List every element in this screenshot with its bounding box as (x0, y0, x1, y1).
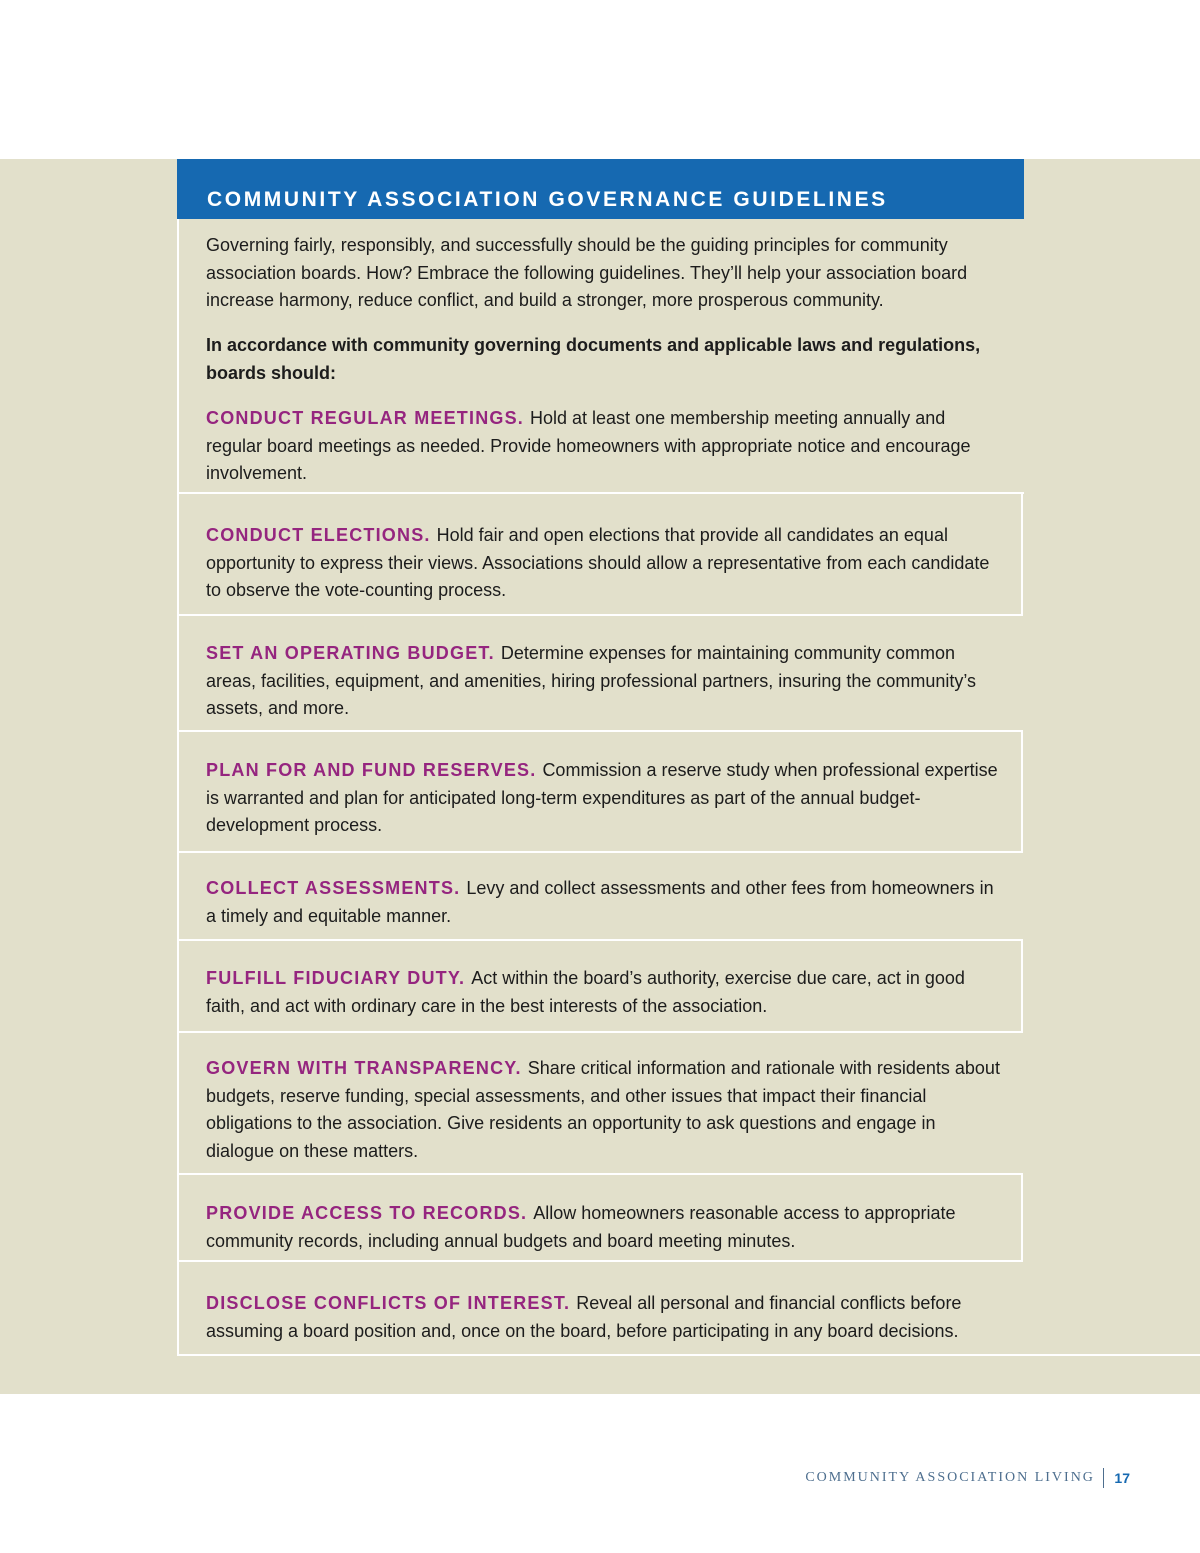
frame-divider-4 (177, 851, 1023, 853)
frame-divider-6 (177, 1031, 1023, 1033)
guideline-body: Levy and collect assessments and other fees from homeowners in a timely and equitable manner. (206, 878, 994, 926)
guideline-item (206, 875, 1002, 930)
guideline-title: CONDUCT REGULAR MEETINGS. (206, 408, 524, 428)
frame-bottom-line (177, 1354, 1200, 1356)
lead-statement: In accordance with community governing documents and applicable laws and regulations, boards should: (206, 335, 981, 383)
frame-divider-7 (177, 1173, 1023, 1175)
guideline-item (206, 1055, 1002, 1165)
guideline-title: SET AN OPERATING BUDGET. (206, 643, 495, 663)
frame-right-4 (1021, 1173, 1023, 1262)
footer-brand: COMMUNITY ASSOCIATION LIVING (805, 1470, 1095, 1485)
guideline-item (206, 1290, 1002, 1345)
guideline-body: Act within the board’s authority, exercise due care, act in good faith, and act with ordinary care in the best interests of the association. (206, 968, 965, 1016)
frame-divider-1 (177, 492, 1024, 494)
guideline-body: Share critical information and rationale with residents about budgets, reserve funding, special assessments, and other issues that impact their financial obligations to the association. Give residents an opportunity to ask questions and engage in dialogue on these matters. (206, 1058, 1000, 1161)
guideline-item (206, 965, 1002, 1020)
guideline-item (206, 522, 1002, 605)
frame-divider-5 (177, 939, 1023, 941)
frame-right-3 (1021, 939, 1023, 1033)
guideline-title: CONDUCT ELECTIONS. (206, 525, 431, 545)
guideline-title: COLLECT ASSESSMENTS. (206, 878, 461, 898)
guideline-body: Allow homeowners reasonable access to appropriate community records, including annual budgets and board meeting minutes. (206, 1203, 956, 1251)
guideline-item (206, 1200, 1002, 1255)
page-footer (805, 1467, 1130, 1489)
footer-separator (1103, 1468, 1105, 1488)
guideline-title: DISCLOSE CONFLICTS OF INTEREST. (206, 1293, 571, 1313)
header-bar (177, 159, 1024, 219)
guideline-body: Hold at least one membership meeting annually and regular board meetings as needed. Provide homeowners with appropriate notice and encourage involvement. (206, 408, 971, 483)
guideline-title: PROVIDE ACCESS TO RECORDS. (206, 1203, 528, 1223)
page-number: 17 (1114, 1470, 1130, 1486)
guideline-item (206, 405, 1002, 488)
guideline-title: PLAN FOR AND FUND RESERVES. (206, 760, 537, 780)
guideline-title: FULFILL FIDUCIARY DUTY. (206, 968, 466, 988)
frame-divider-3 (177, 730, 1023, 732)
guideline-item (206, 640, 1002, 723)
guideline-body: Commission a reserve study when professional expertise is warranted and plan for anticipated long-term expenditures as part of the annual budget-development process. (206, 760, 998, 835)
guideline-body: Determine expenses for maintaining community common areas, facilities, equipment, and amenities, hiring professional partners, insuring the community’s assets, and more. (206, 643, 977, 718)
guideline-body: Reveal all personal and financial conflicts before assuming a board position and, once on the board, before participating in any board decisions. (206, 1293, 962, 1341)
guideline-item (206, 757, 1002, 840)
frame-left-line (177, 219, 179, 1356)
frame-right-2 (1021, 730, 1023, 853)
frame-divider-8 (177, 1260, 1023, 1262)
guideline-body: Hold fair and open elections that provide all candidates an equal opportunity to express their views. Associations should allow a representative from each candidate to observe the vote-counting process. (206, 525, 990, 600)
frame-divider-2 (177, 614, 1023, 616)
page-title: COMMUNITY ASSOCIATION GOVERNANCE GUIDELINES (207, 188, 888, 211)
guideline-title: GOVERN WITH TRANSPARENCY. (206, 1058, 522, 1078)
frame-right-1 (1021, 492, 1023, 616)
intro-paragraph: Governing fairly, responsibly, and successfully should be the guiding principles for community association boards. How? Embrace the following guidelines. They’ll help your association board increase harmony, reduce conflict, and build a stronger, more prosperous community. (206, 235, 968, 310)
